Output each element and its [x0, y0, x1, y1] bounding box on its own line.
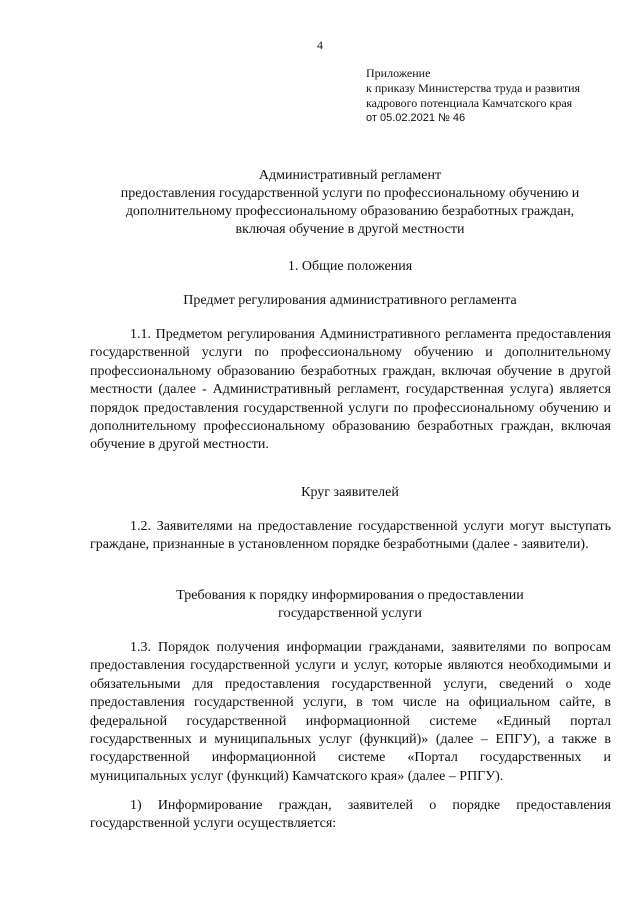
- title-line: предоставления государственной услуги по профессиональному обучению и: [120, 186, 580, 201]
- paragraph-1-1: 1.1. Предметом регулирования Административного регламента предоставления государственной услуги по профессиональному обучению и дополнительному профессиональному образованию безработных граждан, включая обучение в другой местности (далее - Административный регламент, государственная услуга) является порядок предоставления государственной услуги по профессиональному обучению и дополнительному профессиональному образованию безработных граждан, включая обучение в другой местности.: [90, 327, 611, 453]
- annex-line: к приказу Министерства труда и развития: [366, 81, 581, 95]
- annex-block: [366, 66, 616, 126]
- paragraph-1-2: 1.2. Заявителями на предоставление государственной услуги могут выступать граждане, признанные в установленном порядке безработными (далее - заявители).: [90, 519, 611, 553]
- subsection-heading-applicants: Круг заявителей: [301, 485, 399, 500]
- title-line: дополнительному профессиональному образованию безработных граждан,: [125, 204, 575, 219]
- paragraph-1-3-1: 1) Информирование граждан, заявителей о порядке предоставления государственной услуги осуществляется:: [90, 798, 611, 832]
- subsection-heading-info: [80, 587, 620, 623]
- annex-date: от 05.02.2021 № 46: [366, 112, 466, 124]
- heading-line: Требования к порядку информирования о предоставлении: [176, 588, 524, 603]
- annex-line: кадрового потенциала Камчатского края: [366, 96, 573, 110]
- document-title: [80, 167, 620, 239]
- section-heading: 1. Общие положения: [287, 259, 413, 274]
- paragraph-1-3: 1.3. Порядок получения информации гражданами, заявителями по вопросам предоставления государственной услуги и услуг, которые являются необходимыми и обязательными для предоставления государственной услуги, сведений о ходе предоставления государственной услуги, в том числе на официальном сайте, в федеральной государственной информационной системе «Единый портал государственных и муниципальных услуг (функций)» (далее – ЕПГУ), а также в государственной информационной системе «Портал государственных и муниципальных услуг (функций) Камчатского края» (далее – РПГУ).: [90, 640, 611, 784]
- annex-line: Приложение: [366, 66, 431, 80]
- title-line: включая обучение в другой местности: [235, 222, 465, 237]
- title-line: Административный регламент: [258, 168, 442, 183]
- page-number: 4: [317, 38, 323, 52]
- heading-line: государственной услуги: [278, 606, 422, 621]
- subsection-heading: Предмет регулирования административного регламента: [183, 293, 517, 308]
